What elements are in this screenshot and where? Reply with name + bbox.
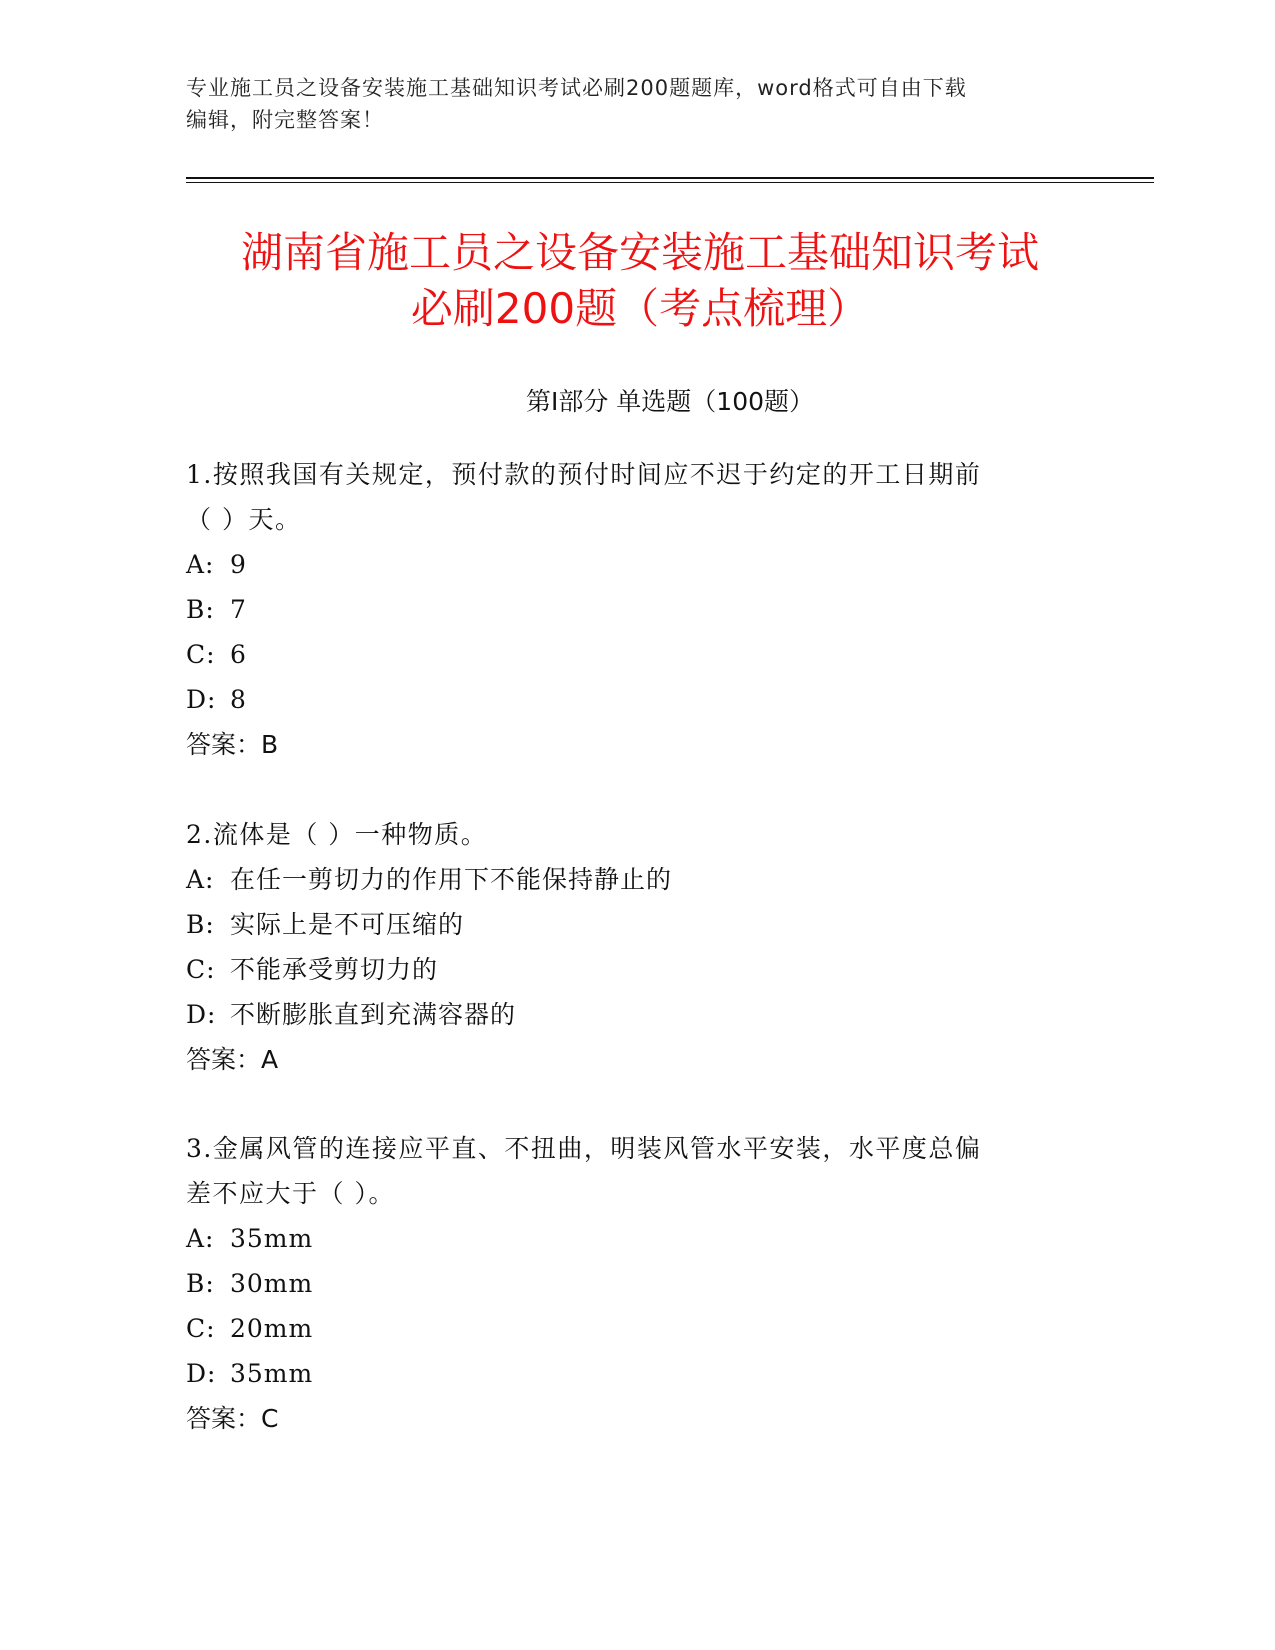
option-key: D:	[186, 685, 217, 714]
option-key: C:	[186, 1314, 216, 1343]
document-title-line-1: 湖南省施工员之设备安装施工基础知识考试	[240, 228, 1039, 277]
question-3-option-b	[186, 1261, 1066, 1306]
header-divider-thick	[186, 177, 1154, 179]
option-text: 不能承受剪切力的	[230, 955, 439, 984]
question-3-option-a	[186, 1216, 1066, 1261]
question-3-stem-line-1: 3.金属风管的连接应平直、不扭曲，明装风管水平安装，水平度总偏	[186, 1134, 982, 1163]
option-key: D:	[186, 1359, 217, 1388]
option-key: A:	[186, 865, 215, 894]
option-key: B:	[186, 595, 215, 624]
option-key: B:	[186, 910, 215, 939]
question-1-option-a	[186, 542, 1066, 587]
section-title: 第Ⅰ部分 单选题（100题）	[525, 387, 815, 416]
question-1-answer: 答案：B	[186, 730, 279, 759]
option-text: 20mm	[230, 1314, 314, 1343]
option-text: 在任一剪切力的作用下不能保持静止的	[230, 865, 673, 894]
header-note-line-1: 专业施工员之设备安装施工基础知识考试必刷200题题库，word格式可自由下载	[186, 76, 967, 100]
question-1-option-d	[186, 677, 1066, 722]
option-key: C:	[186, 955, 216, 984]
option-text: 6	[230, 640, 247, 669]
option-text: 30mm	[230, 1269, 314, 1298]
question-2-option-a	[186, 857, 1066, 902]
option-key: A:	[186, 550, 215, 579]
question-1-stem-line-2: （ ）天。	[186, 505, 302, 534]
option-key: D:	[186, 1000, 217, 1029]
question-3-option-d	[186, 1351, 1066, 1396]
option-key: C:	[186, 640, 216, 669]
question-1	[186, 452, 1066, 767]
question-2-answer: 答案：A	[186, 1045, 279, 1074]
question-3-option-c	[186, 1306, 1066, 1351]
header-divider-thin	[186, 182, 1154, 183]
question-3-stem-line-2: 差不应大于（ ）。	[186, 1179, 395, 1208]
option-text: 35mm	[230, 1359, 314, 1388]
question-2-option-d	[186, 992, 1066, 1037]
option-text: 9	[230, 550, 247, 579]
question-2	[186, 812, 1066, 1082]
document-title-line-2: 必刷200题（考点梳理）	[410, 284, 870, 333]
question-2-option-c	[186, 947, 1066, 992]
question-2-stem-line-1: 2.流体是（ ）一种物质。	[186, 820, 488, 849]
option-key: B:	[186, 1269, 215, 1298]
question-3	[186, 1126, 1066, 1441]
header-note-line-2: 编辑，附完整答案！	[186, 108, 384, 132]
option-text: 7	[230, 595, 247, 624]
question-1-stem-line-1: 1.按照我国有关规定，预付款的预付时间应不迟于约定的开工日期前	[186, 460, 982, 489]
question-3-answer: 答案：C	[186, 1404, 279, 1433]
question-1-option-b	[186, 587, 1066, 632]
option-text: 实际上是不可压缩的	[230, 910, 465, 939]
question-2-option-b	[186, 902, 1066, 947]
header-note	[186, 72, 1066, 136]
document-title	[140, 225, 1140, 337]
option-text: 不断膨胀直到充满容器的	[230, 1000, 517, 1029]
option-text: 35mm	[230, 1224, 314, 1253]
option-text: 8	[230, 685, 247, 714]
question-1-option-c	[186, 632, 1066, 677]
option-key: A:	[186, 1224, 215, 1253]
